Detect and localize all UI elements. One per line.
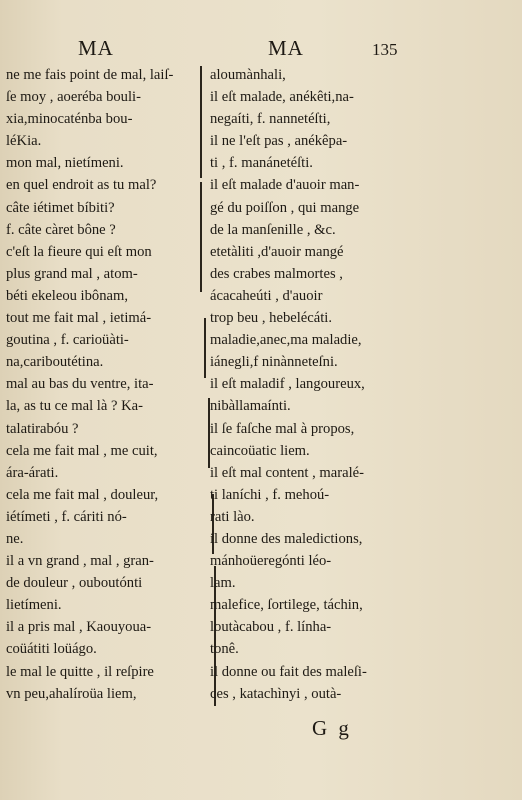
left-column-line: léKia.: [6, 133, 42, 150]
right-column: [210, 64, 442, 705]
left-column-line: ára-árati.: [6, 464, 59, 481]
right-column-line: nibàllamaínti.: [210, 398, 291, 415]
left-column-line: câte iétimet bíbiti?: [6, 199, 115, 216]
right-column-line: mánhoüeregónti léo-: [210, 553, 332, 570]
right-column-line: maladie,anec,ma maladie,: [210, 332, 362, 349]
right-column-line: aloumànhali,: [210, 67, 286, 83]
right-column-line: il eſt mal content , maralé-: [210, 464, 364, 481]
header-left: MA: [78, 36, 114, 60]
left-column: [6, 64, 206, 705]
left-column-line: f. câte càret bône ?: [6, 221, 116, 238]
right-column-line: il donne des maledictions,: [210, 530, 363, 547]
right-column-line: ti laníchi , f. mehoú-: [210, 486, 330, 503]
right-column-line: il eſt maladif , langoureux,: [210, 376, 365, 393]
left-column-line: coüátiti loüágo.: [6, 641, 97, 658]
left-column-line: il a pris mal , Kaouyoua-: [6, 619, 152, 636]
left-column-line: plus grand mal , atom-: [6, 265, 138, 282]
right-column-line: lam.: [210, 575, 236, 592]
column-rule-left: [200, 66, 202, 178]
right-column-line: ces , katachìnyi , outà-: [210, 685, 342, 702]
left-column-line: ne me fais point de mal, laiſ-: [6, 67, 174, 83]
left-column-line: ſe moy , aoeréba bouli-: [6, 89, 141, 106]
left-column-line: talatirabóu ?: [6, 420, 79, 437]
header-right: MA: [268, 36, 304, 60]
right-column-line: loutàcabou , f. línha-: [210, 619, 332, 636]
left-column-line: vn peu,ahalíroüa liem,: [6, 685, 137, 702]
right-column-line: il eſt malade, anékêti,na-: [210, 89, 354, 106]
left-column-line: lietímeni.: [6, 597, 62, 614]
right-column-line: il donne ou fait des maleſi-: [210, 663, 367, 680]
column-rule-left: [204, 318, 206, 378]
left-column-line: goutina , f. carioüàti-: [6, 332, 129, 349]
right-column-line: etetàliti ,d'auoir mangé: [210, 243, 344, 260]
left-column-line: il a vn grand , mal , gran-: [6, 553, 154, 570]
left-column-line: en quel endroit as tu mal?: [6, 177, 157, 194]
left-column-line: cela me fait mal , douleur,: [6, 486, 159, 503]
left-column-line: béti ekeleou ibônam,: [6, 287, 128, 304]
right-column-line: de la manſenille , &c.: [210, 221, 336, 238]
left-column-line: de douleur , ouboutónti: [6, 575, 143, 592]
left-column-line: tout me fait mal , ietimá-: [6, 310, 152, 327]
running-header: [0, 36, 522, 62]
right-column-line: caincoüatic liem.: [210, 442, 310, 459]
right-column-line: rati lào.: [210, 508, 255, 525]
left-column-line: cela me fait mal , me cuit,: [6, 442, 158, 459]
right-column-line: des crabes malmortes ,: [210, 265, 343, 282]
right-column-line: malefice, ſortilege, táchin,: [210, 597, 363, 614]
left-column-line: iétímeti , f. cáriti nó-: [6, 508, 127, 525]
left-column-line: mal au bas du ventre, ita-: [6, 376, 154, 393]
left-column-line: mon mal, nietímeni.: [6, 155, 124, 172]
column-rule-left: [200, 182, 202, 292]
page-number: 135: [372, 40, 398, 59]
right-column-line: negaíti, f. nannetéſti,: [210, 111, 331, 128]
left-column-line: ne.: [6, 530, 24, 547]
right-column-line: ácacaheúti , d'auoir: [210, 287, 323, 304]
right-column-line: iánegli,f ninànneteſni.: [210, 354, 338, 371]
signature-mark: G g: [312, 716, 352, 740]
right-column-line: gé du poiſſon , qui mange: [210, 199, 360, 216]
left-column-line: c'eſt la fieure qui eſt mon: [6, 243, 152, 260]
right-column-line: ti , f. manánetéſti.: [210, 155, 313, 172]
right-column-line: il ſe faſche mal à propos,: [210, 420, 355, 437]
left-column-line: xia,minocaténba bou-: [6, 111, 133, 128]
right-column-line: tonê.: [210, 641, 239, 658]
left-column-line: na,cariboutétina.: [6, 354, 104, 371]
right-column-line: trop beu , hebelécáti.: [210, 310, 332, 327]
left-column-line: le mal le quitte , il reſpire: [6, 663, 154, 680]
left-column-line: la, as tu ce mal là ? Ka-: [6, 398, 143, 415]
right-column-line: il eſt malade d'auoir man-: [210, 177, 360, 194]
right-column-line: il ne l'eſt pas , anékêpa-: [210, 133, 348, 150]
